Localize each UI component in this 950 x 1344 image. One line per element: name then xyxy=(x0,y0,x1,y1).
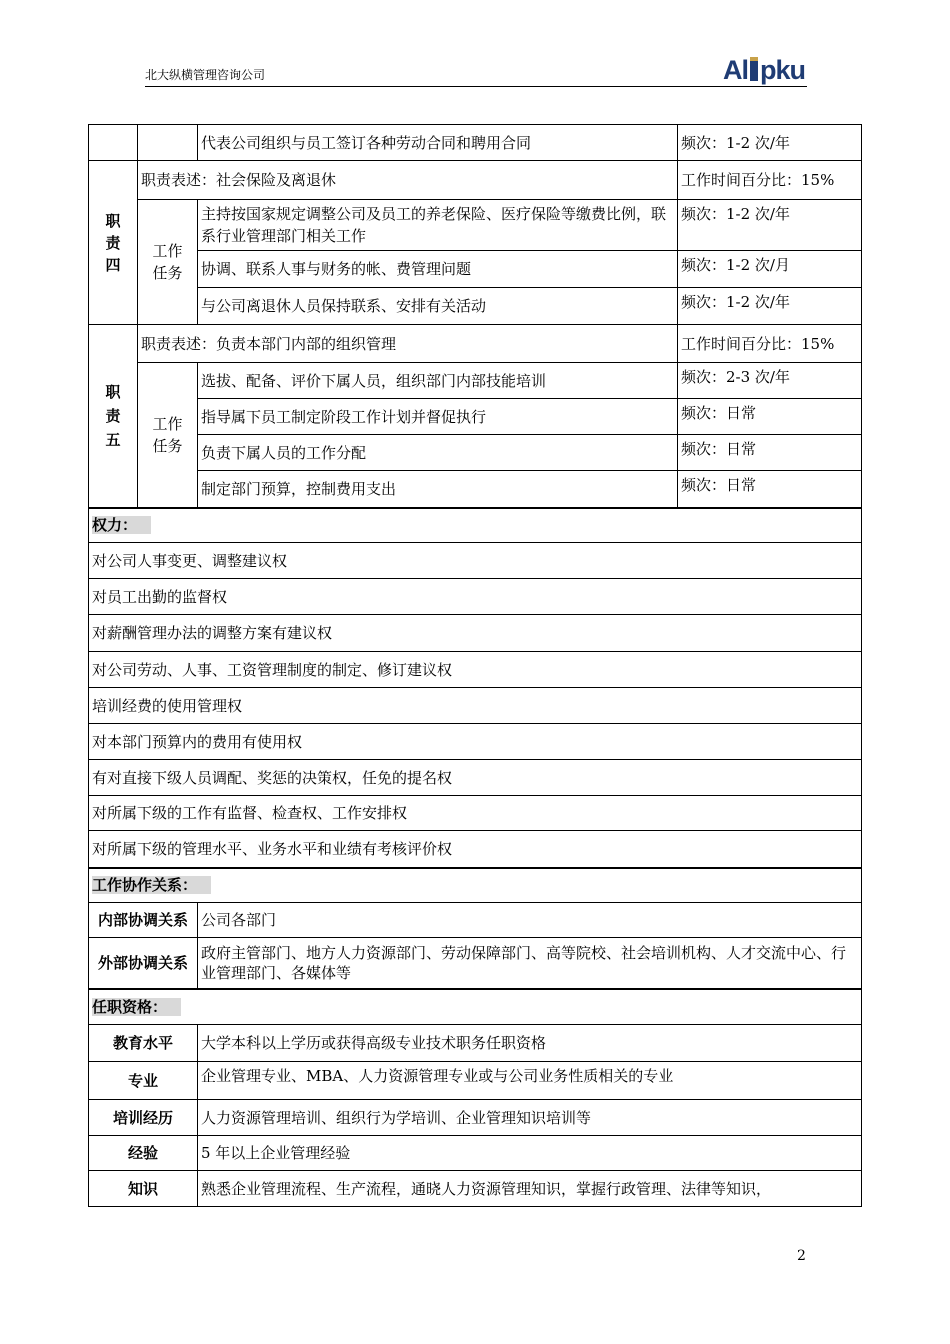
qualification-label: 专业 xyxy=(89,1062,198,1100)
qualifications-title: 任职资格： xyxy=(89,989,862,1025)
qualification-label: 经验 xyxy=(89,1136,198,1171)
table-row xyxy=(89,1136,862,1171)
table-row xyxy=(89,989,862,1025)
company-name: 北大纵横管理咨询公司 xyxy=(145,68,266,82)
duty4-tasks-label: 工作任务 xyxy=(138,200,198,325)
table-row xyxy=(89,903,862,938)
company-logo xyxy=(723,56,805,84)
table-row xyxy=(89,399,862,435)
list-item: 对公司人事变更、调整建议权 xyxy=(89,543,862,579)
task-frequency: 频次：1-2 次/月 xyxy=(678,251,862,288)
task-text: 协调、联系人事与财务的帐、费管理问题 xyxy=(198,251,678,288)
table-row xyxy=(89,251,862,288)
duty4-percent: 工作时间百分比：15% xyxy=(678,161,862,200)
task-frequency: 频次：日常 xyxy=(678,471,862,508)
task-frequency: 频次：1-2 次/年 xyxy=(678,200,862,251)
duty5-label: 职责五 xyxy=(89,325,138,508)
duty4-statement: 职责表述：社会保险及离退休 xyxy=(138,161,678,200)
relations-title: 工作协作关系： xyxy=(89,868,862,903)
list-item: 培训经费的使用管理权 xyxy=(89,688,862,724)
list-item: 对所属下级的工作有监督、检查权、工作安排权 xyxy=(89,796,862,831)
internal-relations-value: 公司各部门 xyxy=(198,903,862,938)
external-relations-value: 政府主管部门、地方人力资源部门、劳动保障部门、高等院校、社会培训机构、人才交流中心、行业管理部门、各媒体等 xyxy=(198,938,862,989)
table-row xyxy=(89,200,862,251)
task-text: 负责下属人员的工作分配 xyxy=(198,435,678,471)
table-row xyxy=(89,363,862,399)
logo-text-left: Al xyxy=(722,55,748,85)
task-frequency: 频次：日常 xyxy=(678,435,862,471)
table-row xyxy=(89,1100,862,1136)
qualification-value: 企业管理专业、MBA、人力资源管理专业或与公司业务性质相关的专业 xyxy=(198,1062,862,1100)
page-number: 2 xyxy=(797,1248,806,1264)
list-item: 对薪酬管理办法的调整方案有建议权 xyxy=(89,615,862,652)
internal-relations-label: 内部协调关系 xyxy=(89,903,198,938)
task-text: 制定部门预算，控制费用支出 xyxy=(198,471,678,508)
list-item: 对本部门预算内的费用有使用权 xyxy=(89,724,862,760)
task-frequency: 频次：1-2 次/年 xyxy=(678,125,862,161)
table-row xyxy=(89,288,862,325)
qualification-value: 5 年以上企业管理经验 xyxy=(198,1136,862,1171)
logo-mark-icon xyxy=(750,57,758,81)
task-text: 代表公司组织与员工签订各种劳动合同和聘用合同 xyxy=(198,125,678,161)
qualification-value: 人力资源管理培训、组织行为学培训、企业管理知识培训等 xyxy=(198,1100,862,1136)
list-item: 对所属下级的管理水平、业务水平和业绩有考核评价权 xyxy=(89,831,862,868)
task-frequency: 频次：2-3 次/年 xyxy=(678,363,862,399)
task-text: 指导属下员工制定阶段工作计划并督促执行 xyxy=(198,399,678,435)
duty4-label: 职责四 xyxy=(89,161,138,325)
task-text: 主持按国家规定调整公司及员工的养老保险、医疗保险等缴费比例，联系行业管理部门相关工作 xyxy=(198,200,678,251)
task-frequency: 频次：日常 xyxy=(678,399,862,435)
list-item: 有对直接下级人员调配、奖惩的决策权，任免的提名权 xyxy=(89,760,862,796)
table-row xyxy=(89,1062,862,1100)
job-description-table xyxy=(88,124,862,1207)
qualification-label: 教育水平 xyxy=(89,1025,198,1062)
list-item: 对公司劳动、人事、工资管理制度的制定、修订建议权 xyxy=(89,652,862,688)
authority-title: 权力： xyxy=(89,508,862,543)
list-item: 对员工出勤的监督权 xyxy=(89,579,862,615)
qualification-label: 知识 xyxy=(89,1171,198,1207)
table-row xyxy=(89,161,862,200)
page-header xyxy=(145,52,807,87)
table-row xyxy=(89,471,862,508)
qualification-value: 大学本科以上学历或获得高级专业技术职务任职资格 xyxy=(198,1025,862,1062)
table-row xyxy=(89,325,862,363)
logo-text-right: pku xyxy=(759,55,805,85)
duty5-tasks-label: 工作任务 xyxy=(138,363,198,508)
qualification-label: 培训经历 xyxy=(89,1100,198,1136)
table-row xyxy=(89,1171,862,1207)
table-row xyxy=(89,1025,862,1062)
table-row xyxy=(89,508,862,543)
duty5-statement: 职责表述：负责本部门内部的组织管理 xyxy=(138,325,678,363)
task-text: 与公司离退休人员保持联系、安排有关活动 xyxy=(198,288,678,325)
table-row xyxy=(89,938,862,989)
table-row xyxy=(89,125,862,161)
table-row xyxy=(89,435,862,471)
task-frequency: 频次：1-2 次/年 xyxy=(678,288,862,325)
table-row xyxy=(89,868,862,903)
external-relations-label: 外部协调关系 xyxy=(89,938,198,989)
duty5-percent: 工作时间百分比：15% xyxy=(678,325,862,363)
task-text: 选拔、配备、评价下属人员，组织部门内部技能培训 xyxy=(198,363,678,399)
qualification-value: 熟悉企业管理流程、生产流程，通晓人力资源管理知识，掌握行政管理、法律等知识， xyxy=(198,1171,862,1207)
